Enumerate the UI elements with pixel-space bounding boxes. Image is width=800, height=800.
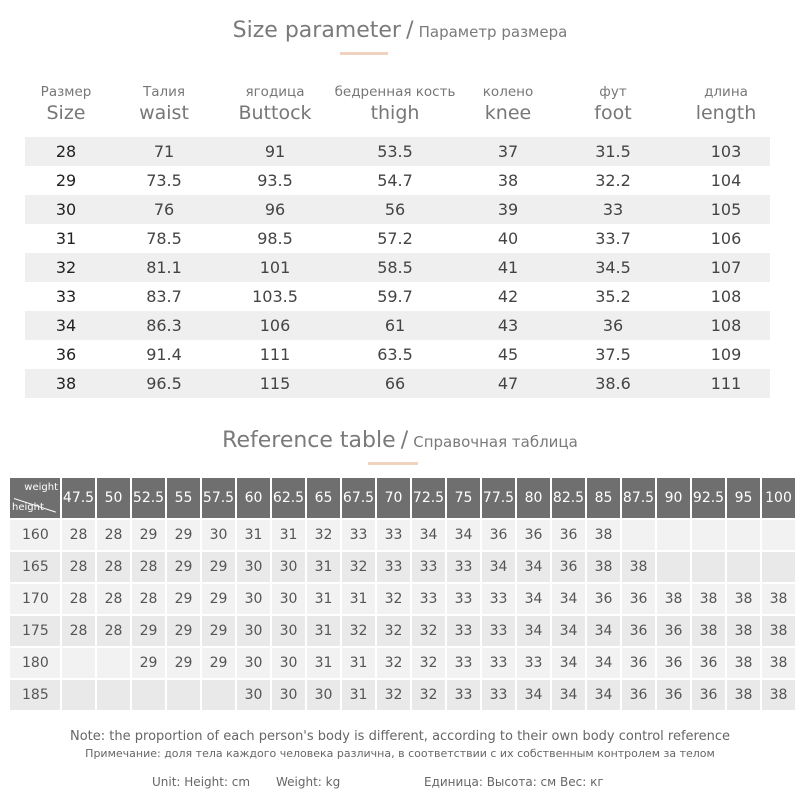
size-row bbox=[25, 253, 770, 282]
reference-size-cell: 28 bbox=[62, 616, 97, 648]
reference-size-cell: 36 bbox=[692, 680, 727, 712]
reference-size-cell: 34 bbox=[552, 616, 587, 648]
reference-size-cell: 30 bbox=[237, 680, 272, 712]
reference-size-cell: 32 bbox=[412, 616, 447, 648]
reference-size-cell bbox=[622, 520, 657, 552]
size-cell-value: 54.7 bbox=[377, 171, 413, 190]
size-cell-value: 111 bbox=[259, 345, 291, 364]
reference-size-cell: 38 bbox=[692, 584, 727, 616]
reference-size-cell: 34 bbox=[517, 616, 552, 648]
size-header-col-0 bbox=[26, 84, 106, 123]
size-cell-value: 43 bbox=[497, 316, 519, 335]
size-header-ru: ягодица bbox=[245, 84, 305, 100]
reference-size-cell: 34 bbox=[482, 552, 517, 584]
size-cell-value: 32.2 bbox=[595, 171, 631, 190]
unit-height: Unit: Height: cm bbox=[152, 775, 251, 789]
size-title-slash: / bbox=[406, 18, 414, 43]
reference-size-cell: 34 bbox=[517, 552, 552, 584]
reference-size-cell: 31 bbox=[342, 680, 377, 712]
size-cell-value: 45 bbox=[497, 345, 519, 364]
reference-size-cell: 30 bbox=[237, 616, 272, 648]
reference-size-cell: 32 bbox=[377, 680, 412, 712]
size-cell-value: 59.7 bbox=[377, 287, 413, 306]
size-header-ru: Талия bbox=[142, 84, 186, 100]
size-cell-value: 58.5 bbox=[377, 258, 413, 277]
size-row bbox=[25, 166, 770, 195]
size-header-en: thigh bbox=[370, 101, 420, 124]
reference-size-cell: 36 bbox=[482, 520, 517, 552]
reference-weight-header: 90 bbox=[657, 478, 692, 520]
reference-size-cell: 30 bbox=[237, 648, 272, 680]
size-cell-value: 101 bbox=[259, 258, 291, 277]
size-cell-value: 105 bbox=[710, 200, 742, 219]
size-cell-size: 32 bbox=[55, 258, 77, 277]
size-cell-value: 103.5 bbox=[252, 287, 298, 306]
size-cell-value: 107 bbox=[710, 258, 742, 277]
reference-size-cell: 38 bbox=[692, 616, 727, 648]
reference-weight-header: 95 bbox=[727, 478, 762, 520]
size-cell-value: 96 bbox=[264, 200, 286, 219]
size-header-en: knee bbox=[484, 101, 532, 124]
reference-title-en: Reference table bbox=[222, 428, 396, 453]
reference-weight-header: 47.5 bbox=[62, 478, 97, 520]
reference-weight-header: 55 bbox=[167, 478, 202, 520]
reference-size-cell: 29 bbox=[167, 520, 202, 552]
size-header-en: foot bbox=[594, 101, 632, 124]
reference-size-cell: 29 bbox=[202, 616, 237, 648]
size-cell-value: 31.5 bbox=[595, 142, 631, 161]
size-header-en: length bbox=[695, 101, 757, 124]
size-cell-value: 39 bbox=[497, 200, 519, 219]
reference-size-cell: 33 bbox=[517, 648, 552, 680]
reference-size-cell: 30 bbox=[307, 680, 342, 712]
size-cell-value: 108 bbox=[710, 287, 742, 306]
reference-height-label: 185 bbox=[10, 680, 62, 712]
reference-size-cell: 29 bbox=[132, 648, 167, 680]
reference-size-cell: 30 bbox=[272, 680, 307, 712]
reference-size-cell: 36 bbox=[622, 616, 657, 648]
reference-height-label: 160 bbox=[10, 520, 62, 552]
reference-weight-header: 62.5 bbox=[272, 478, 307, 520]
reference-row bbox=[10, 584, 787, 616]
size-cell-size: 28 bbox=[55, 142, 77, 161]
size-cell-value: 78.5 bbox=[146, 229, 182, 248]
reference-size-cell: 32 bbox=[342, 552, 377, 584]
reference-size-cell: 38 bbox=[587, 520, 622, 552]
size-cell-value: 47 bbox=[497, 374, 519, 393]
reference-row bbox=[10, 520, 787, 552]
size-cell-value: 66 bbox=[384, 374, 406, 393]
reference-size-cell: 30 bbox=[237, 552, 272, 584]
reference-header-row bbox=[10, 478, 792, 520]
unit-russian: Единица: Высота: см Вес: кг bbox=[424, 775, 604, 789]
reference-size-cell: 29 bbox=[167, 648, 202, 680]
size-cell-value: 57.2 bbox=[377, 229, 413, 248]
reference-size-cell: 33 bbox=[447, 680, 482, 712]
reference-size-cell: 33 bbox=[482, 648, 517, 680]
size-cell-value: 34.5 bbox=[595, 258, 631, 277]
size-cell-value: 33 bbox=[602, 200, 624, 219]
size-header-col-4 bbox=[463, 84, 553, 123]
reference-size-cell bbox=[762, 520, 797, 552]
size-cell-value: 35.2 bbox=[595, 287, 631, 306]
size-cell-value: 106 bbox=[710, 229, 742, 248]
size-row bbox=[25, 195, 770, 224]
reference-title-underline bbox=[368, 462, 418, 465]
reference-size-cell bbox=[62, 648, 97, 680]
reference-weight-header: 75 bbox=[447, 478, 482, 520]
size-cell-size: 38 bbox=[55, 374, 77, 393]
size-header-ru: бедренная кость bbox=[334, 84, 456, 100]
reference-size-cell: 30 bbox=[272, 648, 307, 680]
reference-size-cell: 34 bbox=[447, 520, 482, 552]
reference-size-cell bbox=[692, 552, 727, 584]
size-header-en: waist bbox=[139, 101, 189, 124]
note-russian: Примечание: доля тела каждого человека различна, в соответствии с их собственным контролем за телом bbox=[85, 747, 715, 760]
reference-size-cell: 29 bbox=[202, 584, 237, 616]
size-header-ru: колено bbox=[482, 84, 534, 100]
size-cell-value: 109 bbox=[710, 345, 742, 364]
size-cell-size: 33 bbox=[55, 287, 77, 306]
reference-height-label: 165 bbox=[10, 552, 62, 584]
reference-row bbox=[10, 648, 787, 680]
reference-height-label: 175 bbox=[10, 616, 62, 648]
note-english: Note: the proportion of each person's body is different, according to their own body control reference bbox=[70, 729, 730, 744]
size-cell-value: 83.7 bbox=[146, 287, 182, 306]
size-cell-value: 81.1 bbox=[146, 258, 182, 277]
reference-size-cell: 36 bbox=[552, 520, 587, 552]
size-header-ru: фут bbox=[599, 84, 627, 100]
reference-size-cell: 34 bbox=[552, 648, 587, 680]
reference-size-cell: 36 bbox=[552, 552, 587, 584]
reference-size-cell: 32 bbox=[307, 520, 342, 552]
size-cell-value: 91.4 bbox=[146, 345, 182, 364]
reference-size-cell: 28 bbox=[132, 552, 167, 584]
size-table-header bbox=[25, 84, 770, 130]
reference-size-cell: 33 bbox=[412, 552, 447, 584]
reference-size-cell: 34 bbox=[552, 680, 587, 712]
size-header-col-6 bbox=[676, 84, 776, 123]
size-row bbox=[25, 282, 770, 311]
reference-size-cell: 30 bbox=[272, 552, 307, 584]
reference-size-cell: 28 bbox=[62, 520, 97, 552]
reference-size-cell: 32 bbox=[377, 648, 412, 680]
size-cell-value: 103 bbox=[710, 142, 742, 161]
size-title-underline bbox=[340, 52, 388, 55]
reference-size-cell: 34 bbox=[587, 648, 622, 680]
reference-size-cell bbox=[657, 520, 692, 552]
size-row bbox=[25, 340, 770, 369]
reference-size-cell: 31 bbox=[307, 616, 342, 648]
reference-size-cell: 33 bbox=[482, 584, 517, 616]
reference-weight-header: 70 bbox=[377, 478, 412, 520]
reference-size-cell: 29 bbox=[167, 584, 202, 616]
size-cell-value: 38 bbox=[497, 171, 519, 190]
size-cell-value: 38.6 bbox=[595, 374, 631, 393]
reference-size-cell: 33 bbox=[482, 616, 517, 648]
reference-weight-header: 50 bbox=[97, 478, 132, 520]
reference-size-cell: 33 bbox=[482, 680, 517, 712]
corner-height-label: height bbox=[12, 502, 44, 513]
size-cell-size: 30 bbox=[55, 200, 77, 219]
size-header-col-1 bbox=[119, 84, 209, 123]
size-row bbox=[25, 224, 770, 253]
size-row bbox=[25, 311, 770, 340]
reference-size-cell: 30 bbox=[237, 584, 272, 616]
size-cell-value: 104 bbox=[710, 171, 742, 190]
size-cell-value: 40 bbox=[497, 229, 519, 248]
reference-size-cell: 33 bbox=[447, 648, 482, 680]
reference-size-cell: 28 bbox=[97, 552, 132, 584]
reference-weight-header: 57.5 bbox=[202, 478, 237, 520]
reference-size-cell: 38 bbox=[762, 680, 797, 712]
size-cell-value: 56 bbox=[384, 200, 406, 219]
reference-section-title bbox=[0, 428, 800, 453]
reference-size-cell: 28 bbox=[97, 520, 132, 552]
reference-size-cell: 29 bbox=[132, 616, 167, 648]
size-cell-value: 61 bbox=[384, 316, 406, 335]
reference-size-cell: 33 bbox=[377, 520, 412, 552]
reference-size-cell: 34 bbox=[412, 520, 447, 552]
size-table-body bbox=[25, 137, 770, 398]
size-cell-size: 31 bbox=[55, 229, 77, 248]
size-cell-value: 98.5 bbox=[257, 229, 293, 248]
reference-size-cell: 28 bbox=[97, 616, 132, 648]
size-title-ru: Параметр размера bbox=[418, 23, 568, 41]
reference-size-cell bbox=[692, 520, 727, 552]
size-header-col-3 bbox=[325, 84, 465, 123]
reference-size-cell: 33 bbox=[412, 584, 447, 616]
reference-size-cell bbox=[167, 680, 202, 712]
reference-size-cell: 33 bbox=[447, 552, 482, 584]
reference-weight-header: 92.5 bbox=[692, 478, 727, 520]
reference-size-cell: 32 bbox=[342, 616, 377, 648]
reference-weight-header: 100 bbox=[762, 478, 797, 520]
reference-size-cell: 29 bbox=[132, 520, 167, 552]
size-cell-value: 91 bbox=[264, 142, 286, 161]
size-cell-value: 106 bbox=[259, 316, 291, 335]
reference-size-cell: 34 bbox=[517, 584, 552, 616]
reference-table bbox=[10, 478, 792, 712]
reference-size-cell: 33 bbox=[377, 552, 412, 584]
reference-size-cell: 29 bbox=[202, 552, 237, 584]
reference-size-cell: 28 bbox=[62, 584, 97, 616]
reference-size-cell: 36 bbox=[622, 680, 657, 712]
reference-weight-header: 67.5 bbox=[342, 478, 377, 520]
reference-size-cell: 36 bbox=[657, 680, 692, 712]
size-header-col-2 bbox=[225, 84, 325, 123]
reference-size-cell: 34 bbox=[517, 680, 552, 712]
size-cell-value: 96.5 bbox=[146, 374, 182, 393]
reference-row bbox=[10, 552, 787, 584]
reference-size-cell: 34 bbox=[587, 616, 622, 648]
reference-size-cell: 38 bbox=[762, 648, 797, 680]
size-cell-size: 34 bbox=[55, 316, 77, 335]
size-cell-value: 76 bbox=[153, 200, 175, 219]
size-cell-value: 41 bbox=[497, 258, 519, 277]
size-cell-value: 36 bbox=[602, 316, 624, 335]
size-cell-value: 73.5 bbox=[146, 171, 182, 190]
reference-size-cell: 36 bbox=[517, 520, 552, 552]
reference-size-cell: 30 bbox=[272, 616, 307, 648]
reference-size-cell: 34 bbox=[552, 584, 587, 616]
size-title-en: Size parameter bbox=[232, 18, 401, 43]
reference-row bbox=[10, 680, 787, 712]
size-cell-value: 63.5 bbox=[377, 345, 413, 364]
reference-size-cell bbox=[132, 680, 167, 712]
size-cell-value: 42 bbox=[497, 287, 519, 306]
reference-size-cell: 38 bbox=[727, 680, 762, 712]
reference-height-label: 180 bbox=[10, 648, 62, 680]
size-header-col-5 bbox=[568, 84, 658, 123]
size-cell-value: 108 bbox=[710, 316, 742, 335]
size-cell-value: 86.3 bbox=[146, 316, 182, 335]
size-header-en: Size bbox=[46, 101, 86, 124]
reference-size-cell: 36 bbox=[622, 648, 657, 680]
reference-size-cell: 31 bbox=[307, 648, 342, 680]
reference-weight-header: 87.5 bbox=[622, 478, 657, 520]
reference-size-cell: 28 bbox=[62, 552, 97, 584]
unit-weight: Weight: kg bbox=[276, 775, 341, 789]
size-cell-value: 71 bbox=[153, 142, 175, 161]
reference-size-cell: 38 bbox=[727, 616, 762, 648]
reference-size-cell: 29 bbox=[202, 648, 237, 680]
reference-title-slash: / bbox=[400, 428, 409, 453]
reference-size-cell: 28 bbox=[97, 584, 132, 616]
size-header-ru: Размер bbox=[40, 84, 92, 100]
reference-size-cell bbox=[202, 680, 237, 712]
reference-row bbox=[10, 616, 787, 648]
reference-weight-header: 60 bbox=[237, 478, 272, 520]
reference-size-cell: 33 bbox=[342, 520, 377, 552]
reference-size-cell: 34 bbox=[587, 680, 622, 712]
reference-size-cell: 36 bbox=[657, 616, 692, 648]
size-cell-value: 93.5 bbox=[257, 171, 293, 190]
size-cell-value: 37 bbox=[497, 142, 519, 161]
reference-size-cell: 36 bbox=[622, 584, 657, 616]
size-row bbox=[25, 137, 770, 166]
reference-size-cell: 31 bbox=[307, 552, 342, 584]
size-header-ru: длина bbox=[704, 84, 748, 100]
reference-weight-header: 85 bbox=[587, 478, 622, 520]
reference-size-cell: 31 bbox=[307, 584, 342, 616]
size-cell-value: 33.7 bbox=[595, 229, 631, 248]
reference-weight-header: 52.5 bbox=[132, 478, 167, 520]
size-cell-value: 53.5 bbox=[377, 142, 413, 161]
reference-size-cell: 38 bbox=[622, 552, 657, 584]
reference-size-cell bbox=[62, 680, 97, 712]
size-section-title bbox=[0, 18, 800, 43]
reference-size-cell bbox=[727, 552, 762, 584]
reference-size-cell: 32 bbox=[412, 648, 447, 680]
reference-size-cell: 31 bbox=[237, 520, 272, 552]
reference-weight-header: 80 bbox=[517, 478, 552, 520]
reference-size-cell: 28 bbox=[132, 584, 167, 616]
reference-size-cell bbox=[657, 552, 692, 584]
size-cell-value: 111 bbox=[710, 374, 742, 393]
reference-size-cell: 31 bbox=[342, 584, 377, 616]
reference-size-cell bbox=[97, 648, 132, 680]
reference-size-cell: 38 bbox=[727, 648, 762, 680]
size-cell-size: 29 bbox=[55, 171, 77, 190]
size-header-en: Buttock bbox=[238, 101, 312, 124]
reference-size-cell: 33 bbox=[447, 616, 482, 648]
reference-size-cell: 38 bbox=[762, 616, 797, 648]
reference-size-cell: 38 bbox=[657, 584, 692, 616]
reference-size-cell: 31 bbox=[272, 520, 307, 552]
reference-weight-header: 82.5 bbox=[552, 478, 587, 520]
reference-size-cell: 38 bbox=[762, 584, 797, 616]
reference-size-cell: 29 bbox=[167, 616, 202, 648]
reference-size-cell: 32 bbox=[412, 680, 447, 712]
reference-size-cell: 31 bbox=[342, 648, 377, 680]
reference-weight-header: 77.5 bbox=[482, 478, 517, 520]
reference-size-cell: 38 bbox=[587, 552, 622, 584]
reference-size-cell: 38 bbox=[727, 584, 762, 616]
reference-size-cell: 36 bbox=[692, 648, 727, 680]
reference-corner-cell bbox=[10, 478, 62, 520]
size-cell-value: 115 bbox=[259, 374, 291, 393]
reference-height-label: 170 bbox=[10, 584, 62, 616]
reference-size-cell: 36 bbox=[657, 648, 692, 680]
reference-size-cell: 29 bbox=[167, 552, 202, 584]
reference-weight-header: 65 bbox=[307, 478, 342, 520]
size-cell-value: 37.5 bbox=[595, 345, 631, 364]
reference-title-ru: Справочная таблица bbox=[413, 433, 578, 451]
reference-size-cell bbox=[727, 520, 762, 552]
reference-size-cell: 32 bbox=[377, 584, 412, 616]
reference-size-cell: 36 bbox=[587, 584, 622, 616]
reference-size-cell: 30 bbox=[272, 584, 307, 616]
reference-size-cell: 33 bbox=[447, 584, 482, 616]
reference-size-cell: 32 bbox=[377, 616, 412, 648]
reference-size-cell: 30 bbox=[202, 520, 237, 552]
size-row bbox=[25, 369, 770, 398]
corner-weight-label: weight bbox=[24, 482, 58, 493]
size-cell-size: 36 bbox=[55, 345, 77, 364]
reference-weight-header: 72.5 bbox=[412, 478, 447, 520]
reference-size-cell bbox=[762, 552, 797, 584]
reference-size-cell bbox=[97, 680, 132, 712]
